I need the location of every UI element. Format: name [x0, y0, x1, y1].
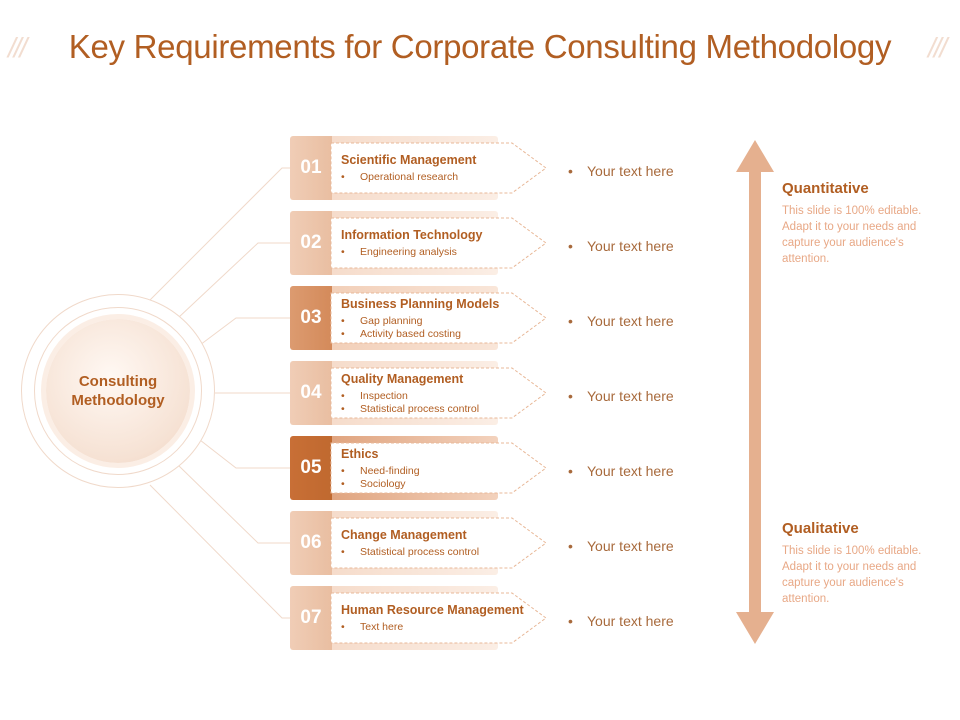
step-label-box	[330, 217, 550, 269]
bullet-marker: •	[568, 388, 573, 404]
step-row	[290, 136, 700, 200]
step-label-box	[330, 592, 550, 644]
bullet-text: Inspection	[360, 390, 408, 402]
bullet-text: Text here	[360, 621, 404, 633]
step-number: 02	[290, 211, 332, 275]
note-body: This slide is 100% editable. Adapt it to your needs and capture your audience's attention.	[782, 545, 922, 605]
bullet-marker: •	[341, 478, 345, 490]
step-bullet	[341, 171, 458, 183]
step-bullet	[341, 246, 457, 258]
bullet-marker: •	[341, 546, 345, 558]
note-body: This slide is 100% editable. Adapt it to your needs and capture your audience's attention.	[782, 205, 922, 265]
connector-line	[200, 440, 290, 468]
step-title: Scientific Management	[341, 153, 477, 167]
step-label-box	[330, 142, 550, 194]
bullet-marker: •	[568, 538, 573, 554]
connector-line	[200, 318, 290, 345]
note-qualitative	[782, 520, 942, 607]
step-title: Ethics	[341, 447, 379, 461]
title-decoration-right: ///	[928, 32, 946, 63]
bullet-text: Statistical process control	[360, 546, 480, 558]
step-description	[568, 238, 674, 254]
bullet-text: Operational research	[360, 171, 459, 183]
bullet-marker: •	[341, 246, 345, 258]
step-title: Information Technology	[341, 228, 483, 242]
step-row	[290, 436, 700, 500]
step-description-text: Your text here	[587, 538, 674, 554]
step-description-text: Your text here	[587, 613, 674, 629]
step-title: Quality Management	[341, 372, 464, 386]
step-number: 03	[290, 286, 332, 350]
step-number: 06	[290, 511, 332, 575]
bullet-text: Engineering analysis	[360, 246, 457, 258]
step-description	[568, 388, 674, 404]
bullet-marker: •	[568, 313, 573, 329]
step-bullet	[341, 621, 403, 633]
connector-line	[178, 243, 290, 318]
step-number: 07	[290, 586, 332, 650]
step-title: Business Planning Models	[341, 297, 500, 311]
bullet-text: Need-finding	[360, 465, 420, 477]
bullet-marker: •	[341, 171, 345, 183]
bullet-marker: •	[341, 403, 345, 415]
bullet-text: Statistical process control	[360, 403, 480, 415]
note-heading: Qualitative	[782, 520, 859, 537]
step-description	[568, 613, 674, 629]
bullet-marker: •	[568, 238, 573, 254]
title-bar	[0, 28, 960, 66]
center-label: Consulting Methodology	[71, 373, 165, 409]
slide-title: Key Requirements for Corporate Consulting Methodology	[68, 28, 892, 65]
step-bullet	[341, 546, 479, 558]
double-arrow-icon	[736, 140, 774, 644]
bullet-text: Gap planning	[360, 315, 423, 327]
bullet-marker: •	[341, 390, 345, 402]
bullet-marker: •	[568, 163, 573, 179]
step-bullet	[341, 403, 479, 415]
step-bullet	[341, 390, 408, 402]
step-description	[568, 463, 674, 479]
bullet-marker: •	[341, 328, 345, 340]
step-number: 05	[290, 436, 332, 500]
title-decoration-left: ///	[8, 32, 26, 63]
step-description	[568, 313, 674, 329]
step-number: 04	[290, 361, 332, 425]
step-number: 01	[290, 136, 332, 200]
step-row	[290, 361, 700, 425]
connector-line	[178, 465, 290, 543]
step-description-text: Your text here	[587, 238, 674, 254]
bullet-marker: •	[568, 463, 573, 479]
bullet-text: Sociology	[360, 478, 406, 490]
note-quantitative	[782, 180, 942, 267]
step-bullet	[341, 328, 461, 340]
step-description	[568, 538, 674, 554]
bullet-marker: •	[341, 465, 345, 477]
bullet-text: Activity based costing	[360, 328, 461, 340]
step-row	[290, 586, 700, 650]
connector-line	[150, 168, 290, 300]
step-description	[568, 163, 674, 179]
step-bullet	[341, 478, 406, 490]
step-title: Change Management	[341, 528, 467, 542]
step-label-box	[330, 517, 550, 569]
step-description-text: Your text here	[587, 163, 674, 179]
bullet-marker: •	[341, 621, 345, 633]
step-bullet	[341, 315, 422, 327]
step-title: Human Resource Management	[341, 603, 524, 617]
step-description-text: Your text here	[587, 463, 674, 479]
bullet-marker: •	[568, 613, 573, 629]
step-row	[290, 286, 700, 350]
step-row	[290, 211, 700, 275]
note-heading: Quantitative	[782, 180, 869, 197]
step-row	[290, 511, 700, 575]
bullet-marker: •	[341, 315, 345, 327]
center-circle	[46, 319, 190, 463]
connector-line	[150, 485, 290, 618]
step-description-text: Your text here	[587, 388, 674, 404]
step-bullet	[341, 465, 420, 477]
step-description-text: Your text here	[587, 313, 674, 329]
